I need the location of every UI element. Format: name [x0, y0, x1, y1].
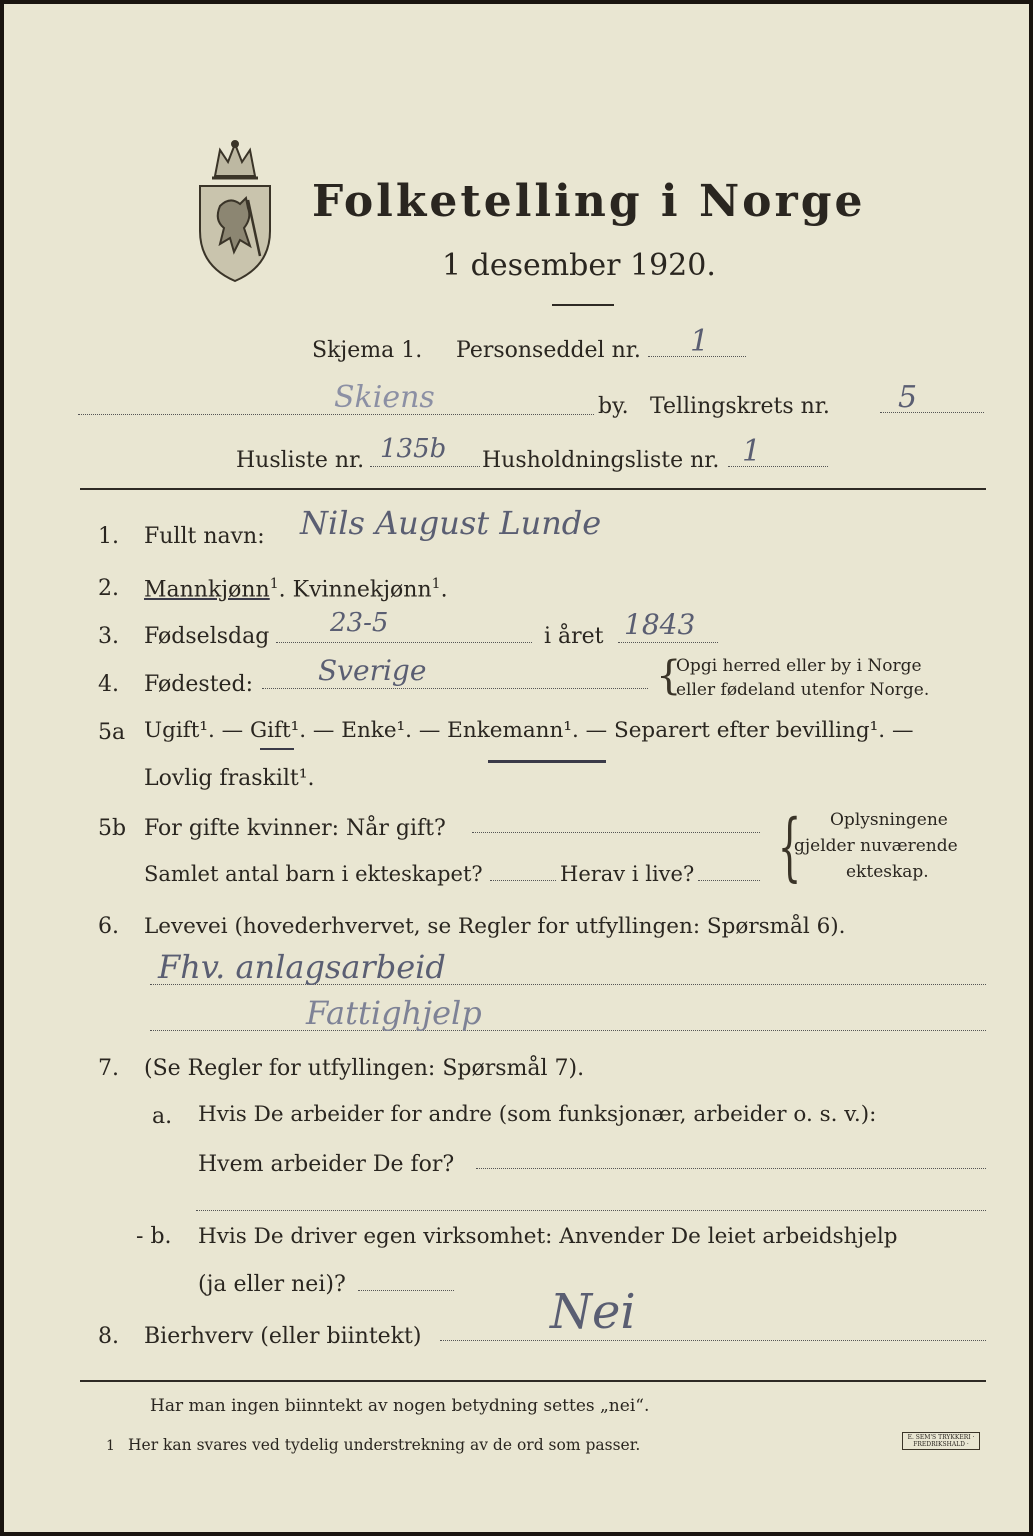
q7a-label2: Hvem arbeider De for?: [198, 1152, 455, 1177]
norwegian-coat-of-arms-icon: [190, 136, 280, 286]
q4-note-brace: {: [656, 653, 682, 699]
q5a-gift-underline: [260, 748, 294, 750]
tellingskrets-dotted-line: [880, 412, 984, 413]
husholdning-label: Husholdningsliste nr.: [482, 448, 720, 473]
footer-note: Har man ingen biinntekt av nogen betydning settes „nei“.: [150, 1396, 650, 1416]
q3-number: 3.: [98, 624, 119, 649]
q7a-number: a.: [152, 1104, 173, 1129]
q1-label: Fullt navn:: [144, 524, 265, 549]
personseddel-label: Personseddel nr.: [456, 338, 641, 363]
q7a-employer-dotted-line1: [476, 1168, 986, 1169]
q2-female-period: .: [440, 577, 448, 603]
personseddel-value: 1: [690, 324, 710, 359]
q3-year-value: 1843: [624, 608, 696, 641]
q5b-number: 5b: [98, 816, 127, 841]
form-title: Folketelling i Norge: [312, 176, 866, 227]
q2-male-option: Mannkjønn: [144, 577, 270, 603]
husholdning-value: 1: [742, 434, 762, 469]
title-divider: [552, 304, 614, 306]
q2-male-footnote-mark: 1: [269, 576, 279, 592]
q1-full-name-value: Nils August Lunde: [300, 504, 602, 542]
husliste-value: 135b: [380, 434, 447, 464]
husliste-dotted-line: [370, 466, 480, 467]
q8-number: 8.: [98, 1324, 119, 1349]
q7b-hired-help-dotted-line: [358, 1290, 454, 1291]
q4-birthplace-value: Sverige: [318, 654, 427, 687]
header-rule: [80, 488, 986, 490]
q7-label: (Se Regler for utfyllingen: Spørsmål 7).: [144, 1056, 585, 1081]
q6-occupation-dotted-line2: [150, 1030, 986, 1031]
footnote-number: 1: [106, 1438, 115, 1454]
q5b-children-dotted-line: [490, 880, 556, 881]
q5a-enkemann-underline: [488, 760, 606, 763]
q5a-number: 5a: [98, 720, 126, 745]
q3-label: Fødselsdag: [144, 624, 270, 649]
q4-number: 4.: [98, 672, 119, 697]
q1-number: 1.: [98, 524, 119, 549]
q5a-line2: Lovlig fraskilt¹.: [144, 766, 315, 791]
q5b-married-when-label: For gifte kvinner: Når gift?: [144, 816, 446, 841]
q6-label: Levevei (hovederhvervet, se Regler for utfyllingen: Spørsmål 6).: [144, 914, 846, 939]
q8-label: Bierhverv (eller biintekt): [144, 1324, 422, 1349]
footer-rule: [80, 1380, 986, 1382]
q2-female-option: Kvinnekjønn: [292, 577, 432, 603]
q7b-label1: Hvis De driver egen virksomhet: Anvender De leiet arbeidshjelp: [198, 1224, 898, 1249]
q8-side-income-dotted-line: [440, 1340, 986, 1341]
q3-year-dotted-line: [618, 642, 718, 643]
census-form-page: [4, 4, 1029, 1532]
q2-male-period: .: [278, 577, 286, 603]
census-date: 1 desember 1920.: [442, 248, 716, 283]
q8-side-income-value: Nei: [550, 1284, 636, 1340]
q4-note-line1: Opgi herred eller by i Norge: [676, 656, 922, 676]
q2-line: [144, 576, 448, 602]
q5b-note-line3: ekteskap.: [846, 862, 929, 882]
q7a-label1: Hvis De arbeider for andre (som funksjonær, arbeider o. s. v.):: [198, 1102, 877, 1127]
q5b-note-brace: {: [777, 804, 802, 890]
q6-occupation-value2: Fattighjelp: [306, 994, 482, 1032]
q5b-married-when-dotted-line: [472, 832, 760, 833]
tellingskrets-value: 5: [898, 380, 918, 415]
husliste-label: Husliste nr.: [236, 448, 365, 473]
q4-note-line2: eller fødeland utenfor Norge.: [676, 680, 930, 700]
tellingskrets-label: Tellingskrets nr.: [650, 394, 830, 419]
q5b-children-label: Samlet antal barn i ekteskapet?: [144, 862, 483, 886]
q3-birthday-value: 23-5: [330, 608, 389, 638]
q7a-employer-dotted-line2: [196, 1210, 986, 1211]
q6-number: 6.: [98, 914, 119, 939]
by-label: by.: [598, 394, 629, 419]
schema-label: Skjema 1.: [312, 338, 423, 363]
q3-birthday-dotted-line: [276, 642, 532, 643]
place-value: Skiens: [334, 380, 435, 415]
q5b-note-line1: Oplysningene: [830, 810, 948, 830]
footnote-text: Her kan svares ved tydelig understrekning av de ord som passer.: [128, 1436, 641, 1454]
q7b-number-text: b.: [150, 1224, 172, 1249]
q4-birthplace-dotted-line: [262, 688, 648, 689]
q5a-line1: Ugift¹. — Gift¹. — Enke¹. — Enkemann¹. — Separert efter bevilling¹. —: [144, 718, 914, 743]
q2-number: 2.: [98, 576, 119, 601]
q7b-label2: (ja eller nei)?: [198, 1272, 346, 1297]
q6-occupation-value1: Fhv. anlagsarbeid: [158, 948, 446, 986]
printer-stamp: E. SEM'S TRYKKERI · FREDRIKSHALD ·: [902, 1432, 980, 1450]
q5b-note-line2: gjelder nuværende: [794, 836, 958, 856]
q3-year-label: i året: [544, 624, 604, 649]
q5b-alive-label: Herav i live?: [560, 862, 695, 886]
q5b-alive-dotted-line: [698, 880, 760, 881]
q7b-number: - b.: [136, 1224, 172, 1249]
q4-label: Fødested:: [144, 672, 254, 697]
q2-female-footnote-mark: 1: [431, 576, 441, 592]
q7-number: 7.: [98, 1056, 119, 1081]
